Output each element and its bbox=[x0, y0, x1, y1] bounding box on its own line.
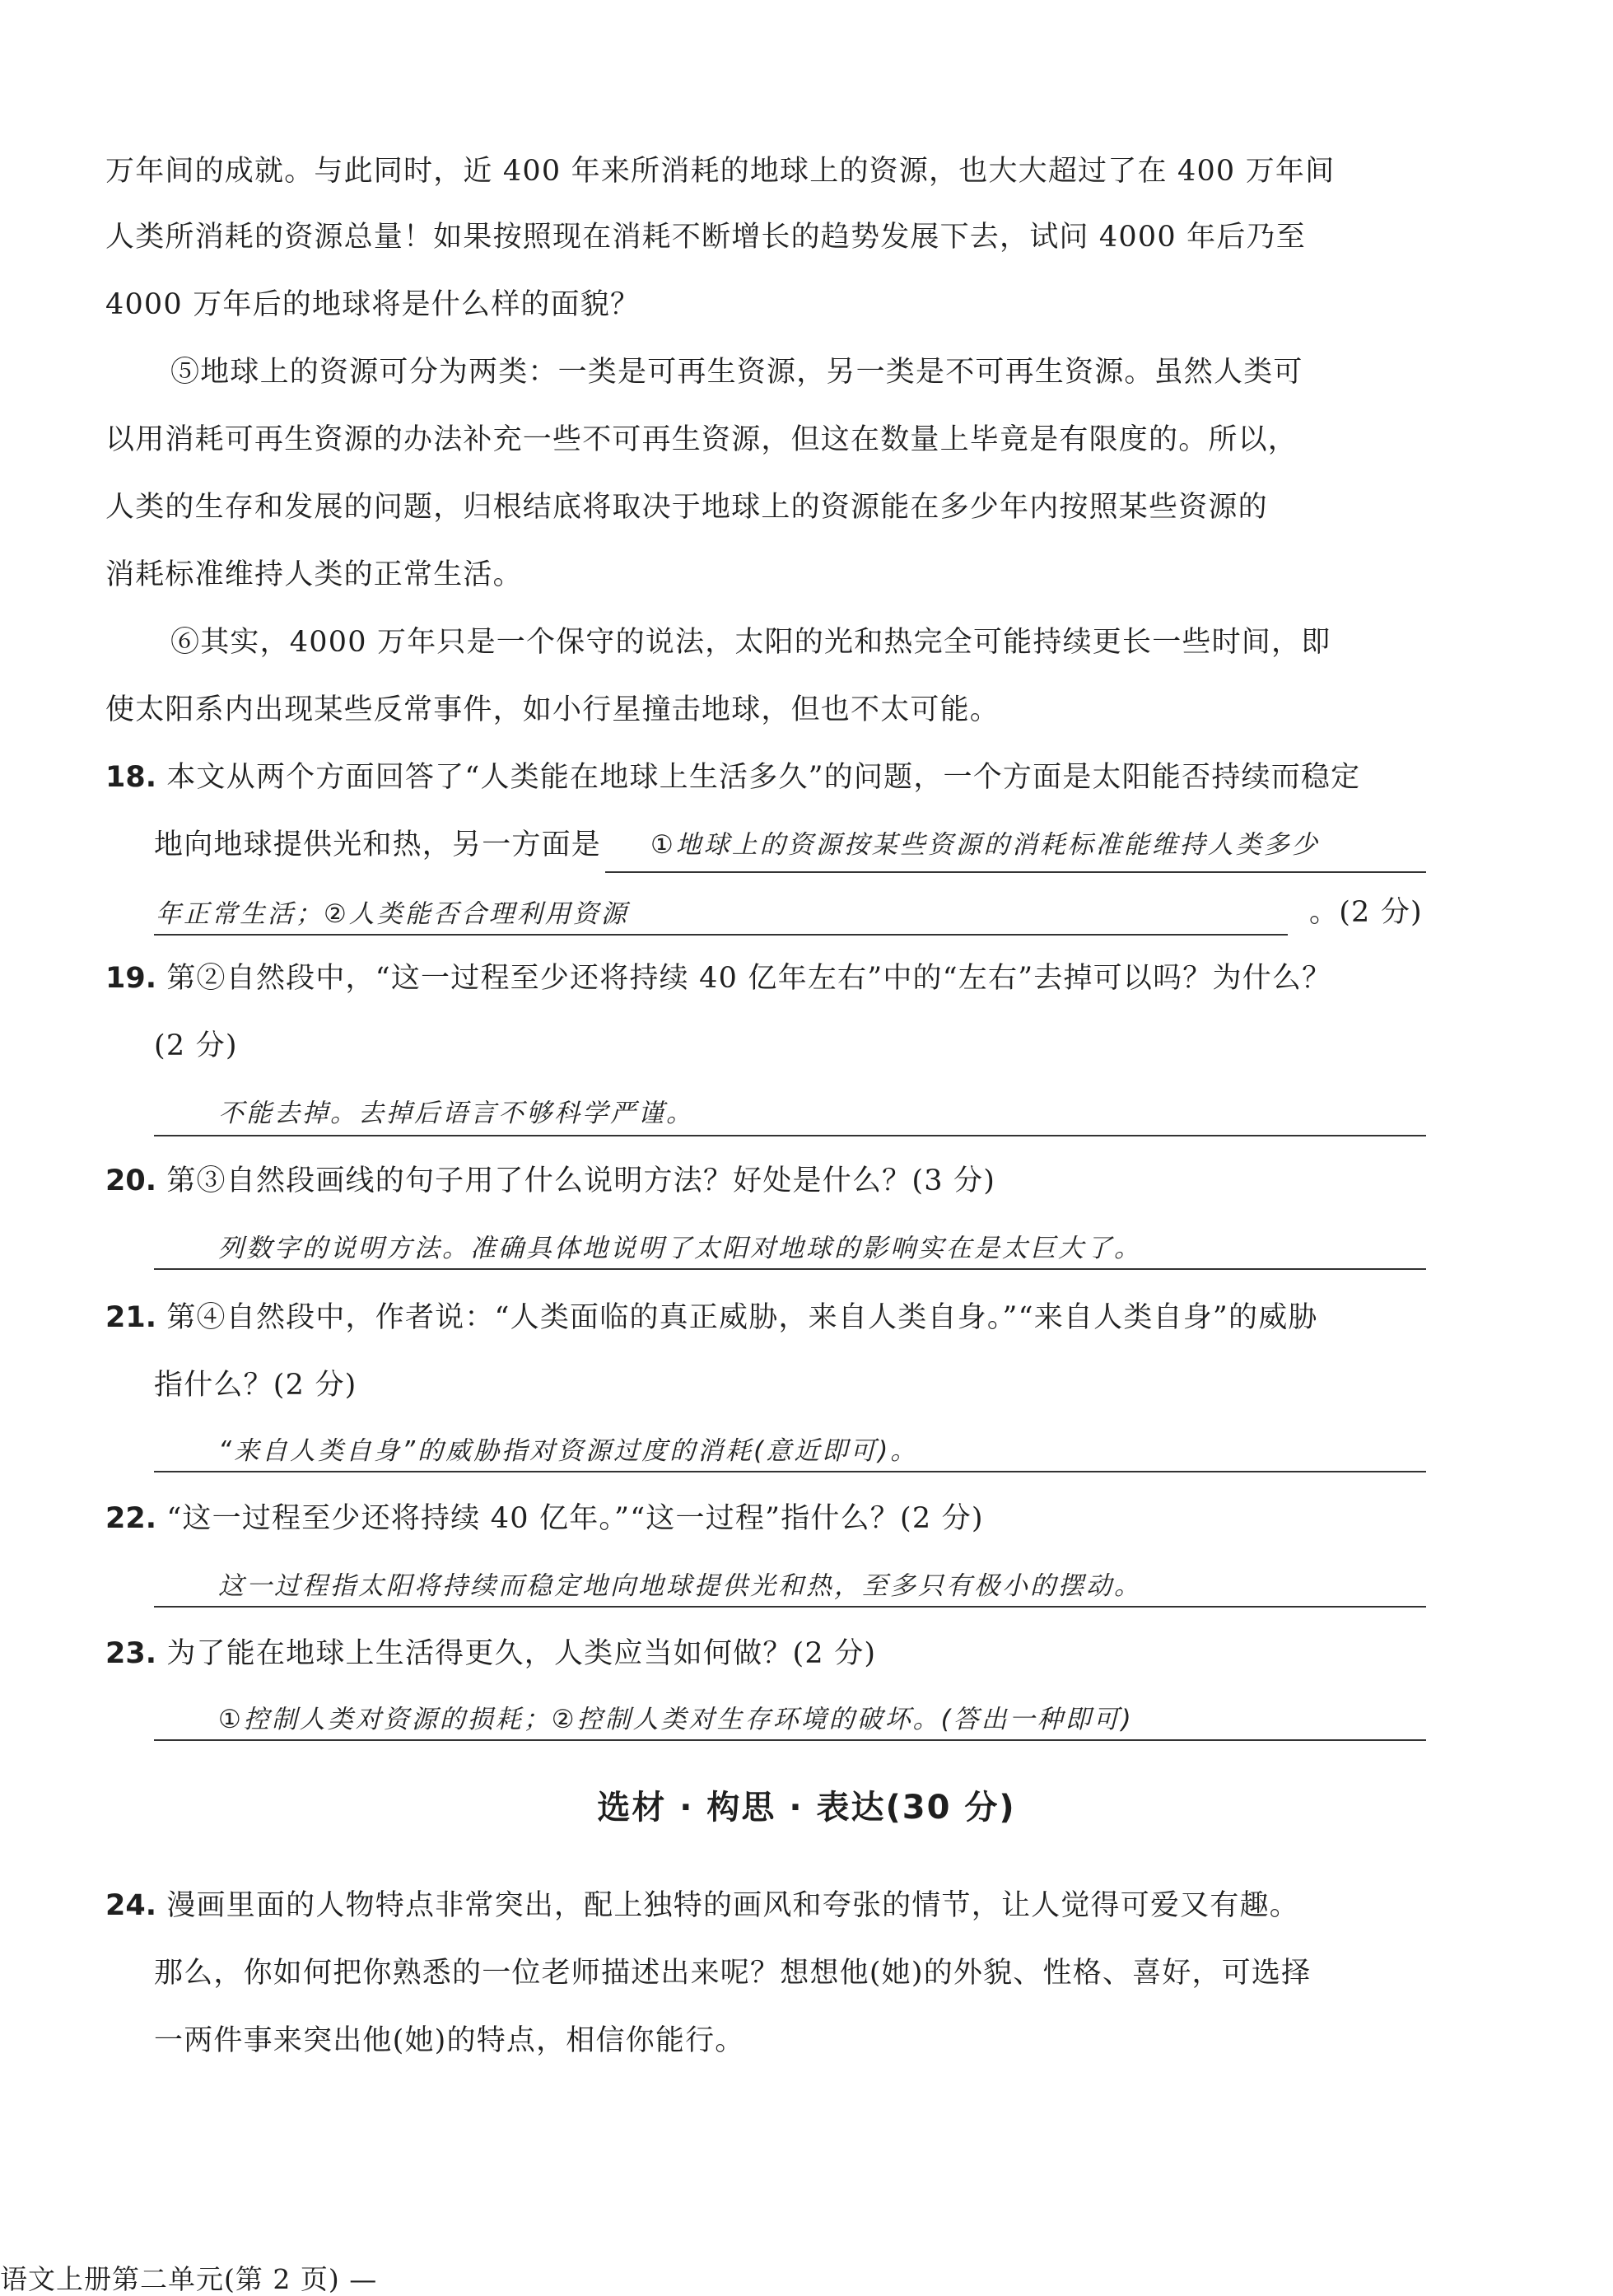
paragraph-6-line-2: 使太阳系内出现某些反常事件，如小行星撞击地球，但也不太可能。 bbox=[105, 693, 1000, 726]
question-20-line-1 bbox=[105, 1163, 995, 1199]
paragraph-6-line-1: ⑥其实，4000 万年只是一个保守的说法，太阳的光和热完全可能持续更长一些时间，即 bbox=[170, 626, 1331, 659]
answer-line-21 bbox=[154, 1471, 1426, 1472]
answer-22: 这一过程指太阳将持续而稳定地向地球提供光和热，至多只有极小的摆动。 bbox=[218, 1571, 1142, 1601]
answer-line-22 bbox=[154, 1606, 1426, 1608]
answer-line-18-1 bbox=[605, 871, 1426, 873]
question-18-line-2: 地向地球提供光和热，另一方面是 bbox=[154, 828, 602, 861]
question-text: 为了能在地球上生活得更久，人类应当如何做？(2 分) bbox=[166, 1637, 877, 1670]
passage-line-3: 4000 万年后的地球将是什么样的面貌？ bbox=[105, 288, 641, 321]
question-24-line-3: 一两件事来突出他(她)的特点，相信你能行。 bbox=[154, 2024, 745, 2057]
answer-21: “来自人类自身”的威胁指对资源过度的消耗(意近即可)。 bbox=[218, 1436, 919, 1466]
question-number: 21. bbox=[105, 1301, 157, 1334]
answer-23: ①控制人类对资源的损耗；②控制人类对生存环境的破坏。(答出一种即可) bbox=[218, 1705, 1134, 1734]
question-text: “这一过程至少还将持续 40 亿年。”“这一过程”指什么？(2 分) bbox=[166, 1502, 984, 1535]
question-number: 19. bbox=[105, 962, 157, 995]
question-24-line-2: 那么，你如何把你熟悉的一位老师描述出来呢？想想他(她)的外貌、性格、喜好，可选择 bbox=[154, 1957, 1312, 1990]
answer-18-part-2: 年正常生活；②人类能否合理利用资源 bbox=[156, 899, 629, 929]
question-text: 漫画里面的人物特点非常突出，配上独特的画风和夸张的情节，让人觉得可爱又有趣。 bbox=[166, 1889, 1299, 1922]
question-19-line-1 bbox=[105, 960, 1331, 996]
question-number: 22. bbox=[105, 1502, 157, 1535]
question-number: 18. bbox=[105, 761, 157, 794]
question-number: 20. bbox=[105, 1164, 157, 1197]
answer-19: 不能去掉。去掉后语言不够科学严谨。 bbox=[218, 1099, 694, 1128]
paragraph-5-line-4: 消耗标准维持人类的正常生活。 bbox=[105, 558, 523, 591]
passage-line-1: 万年间的成就。与此同时，近 400 年来所消耗的地球上的资源，也大大超过了在 400 万年间 bbox=[105, 155, 1336, 188]
question-22-line-1 bbox=[105, 1500, 984, 1537]
paragraph-5-line-2: 以用消耗可再生资源的办法补充一些不可再生资源，但这在数量上毕竟是有限度的。所以， bbox=[105, 423, 1298, 456]
question-18-score: 。(2 分) bbox=[1309, 896, 1423, 929]
answer-20: 列数字的说明方法。准确具体地说明了太阳对地球的影响实在是太巨大了。 bbox=[218, 1234, 1142, 1263]
question-text: 第③自然段画线的句子用了什么说明方法？好处是什么？(3 分) bbox=[166, 1164, 996, 1197]
question-number: 23. bbox=[105, 1637, 157, 1670]
question-18-line-1 bbox=[105, 759, 1360, 796]
question-text: 第②自然段中，“这一过程至少还将持续 40 亿年左右”中的“左右”去掉可以吗？为什么？ bbox=[166, 962, 1332, 995]
question-text: 本文从两个方面回答了“人类能在地球上生活多久”的问题，一个方面是太阳能否持续而稳定 bbox=[166, 761, 1361, 794]
answer-line-18-2 bbox=[154, 934, 1288, 936]
answer-line-19 bbox=[154, 1135, 1426, 1136]
passage-line-2: 人类所消耗的资源总量！如果按照现在消耗不断增长的趋势发展下去，试问 4000 年后乃至 bbox=[105, 221, 1306, 254]
paragraph-5-line-3: 人类的生存和发展的问题，归根结底将取决于地球上的资源能在多少年内按照某些资源的 bbox=[105, 491, 1268, 524]
question-24-line-1 bbox=[105, 1888, 1299, 1924]
answer-line-23 bbox=[154, 1739, 1426, 1741]
question-21-line-2: 指什么？(2 分) bbox=[154, 1369, 357, 1402]
question-21-line-1 bbox=[105, 1300, 1318, 1336]
answer-18-part-1: ①地球上的资源按某些资源的消耗标准能维持人类多少 bbox=[650, 830, 1320, 860]
section-title: 选材 · 构思 · 表达(30 分) bbox=[597, 1789, 1016, 1827]
paragraph-5-line-1: ⑤地球上的资源可分为两类：一类是可再生资源，另一类是不可再生资源。虽然人类可 bbox=[170, 356, 1303, 389]
question-23-line-1 bbox=[105, 1636, 876, 1672]
answer-line-20 bbox=[154, 1268, 1426, 1270]
question-number: 24. bbox=[105, 1889, 157, 1922]
question-text: 第④自然段中，作者说：“人类面临的真正威胁，来自人类自身。”“来自人类自身”的威胁 bbox=[166, 1301, 1318, 1334]
question-19-line-2: (2 分) bbox=[154, 1029, 238, 1062]
page-footer: 语文上册第二单元(第 2 页) — bbox=[0, 2263, 378, 2295]
